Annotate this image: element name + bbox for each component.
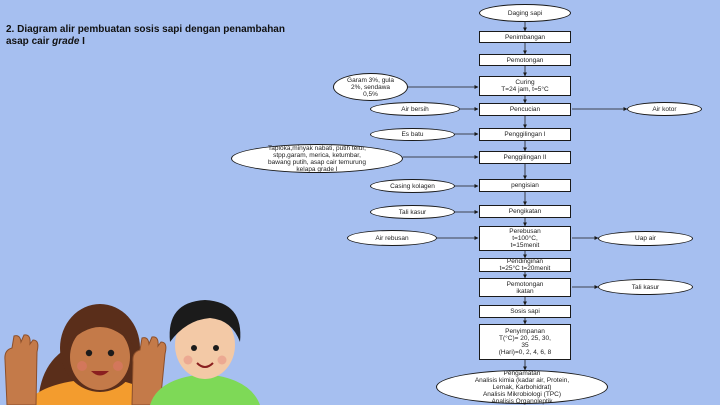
kids-illustration	[0, 290, 260, 405]
step-cutting-ties: Pemotongan ikatan	[479, 278, 571, 297]
step-filling: pengisian	[479, 179, 571, 192]
step-storage: Penyimpanan T(°C)= 20, 25, 30, 35 (Hari)=0, 2, 4, 6, 8	[479, 324, 571, 360]
step-boiling: Perebusan t=100°C, t=15menit	[479, 226, 571, 251]
step-raw-beef: Daging sapi	[479, 4, 571, 22]
step-tying: Pengikatan	[479, 205, 571, 218]
input-salt-sugar-nitrate: Garam 3%, gula 2%, sendawa 0,5%	[333, 73, 408, 101]
input-clean-water: Air bersih	[370, 102, 460, 116]
input-twine: Tali kasur	[370, 205, 455, 219]
input-boiling-water: Air rebusan	[347, 230, 437, 246]
step-washing: Pencucian	[479, 103, 571, 116]
step-grinding-1: Penggilingan I	[479, 128, 571, 141]
step-curing: Curing T=24 jam, t=5°C	[479, 76, 571, 96]
title-grade-word: grade	[52, 36, 80, 47]
title-line-2-prefix: asap cair	[6, 36, 53, 47]
step-cutting: Pemotongan	[479, 54, 571, 66]
step-cooling: Pendinginan t=25°C t=20menit	[479, 258, 571, 272]
output-dirty-water: Air kotor	[627, 102, 702, 116]
input-ice: Es batu	[370, 128, 455, 141]
step-grinding-2: Penggilingan II	[479, 151, 571, 164]
boy-character	[150, 300, 260, 405]
girl-character	[5, 304, 166, 405]
title-line-1: 2. Diagram alir pembuatan sosis sapi dengan penambahan	[6, 24, 285, 35]
input-seasoning-mix: Tapioka,minyak nabati, putih telur, stpp,garam, merica, ketumbar, bawang putih, asap cair temurung kelapa grade I	[231, 144, 403, 173]
step-observation: Pengamatan Analisis kimia (kadar air, Protein, Lemak, Karbohidrat) Analisis Mikrobiologi (TPC) Analisis Organoleptik	[436, 370, 608, 404]
step-beef-sausage: Sosis sapi	[479, 305, 571, 318]
title-line-2-suffix: I	[79, 36, 85, 47]
output-steam: Uap air	[598, 231, 693, 246]
output-twine: Tali kasur	[598, 279, 693, 295]
step-weighing: Penimbangan	[479, 31, 571, 43]
input-collagen-casing: Casing kolagen	[370, 179, 455, 193]
